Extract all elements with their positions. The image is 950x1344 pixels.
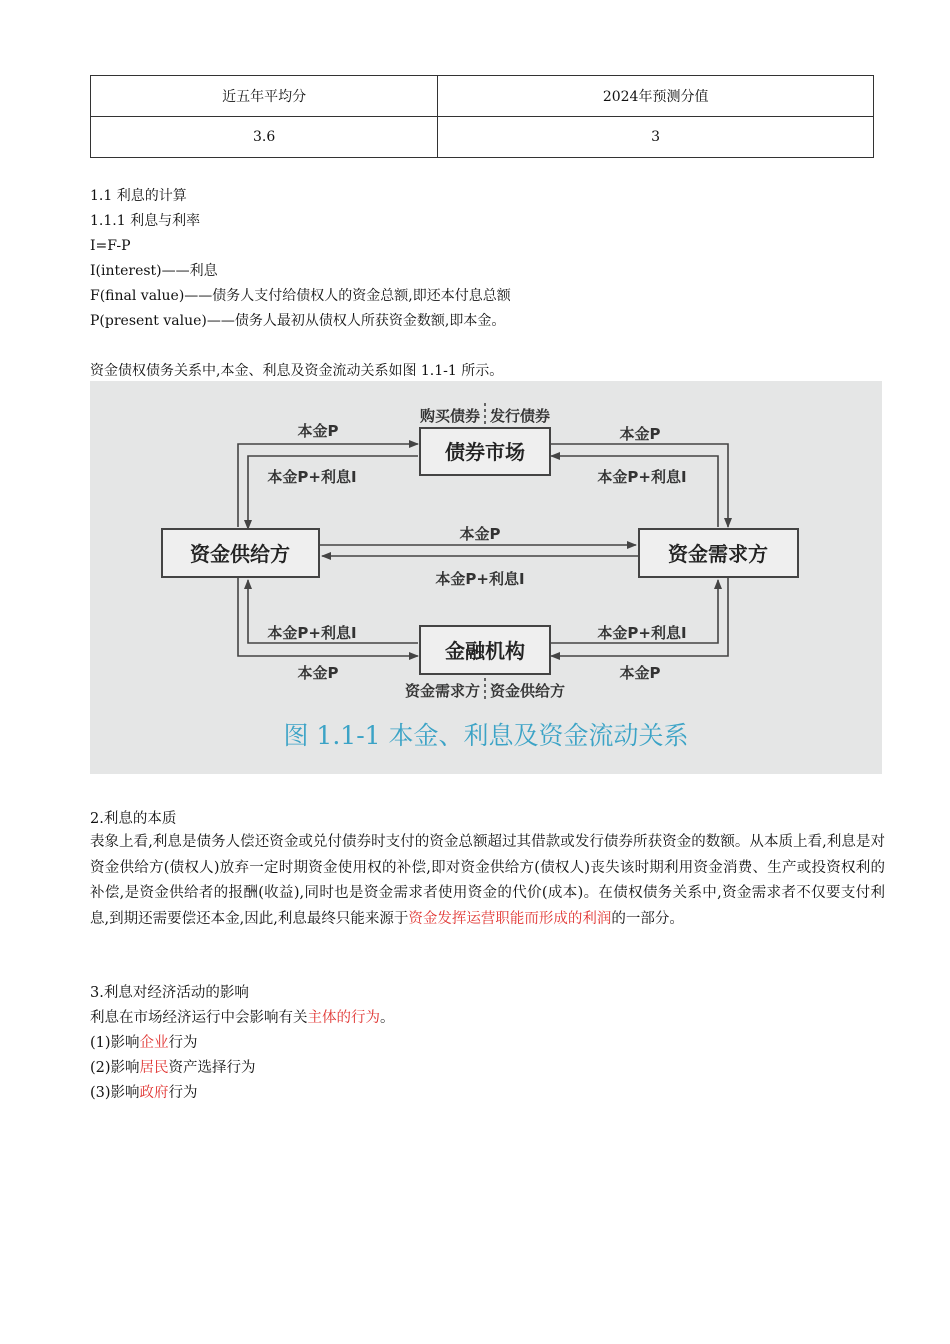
table-header-row [91,76,874,117]
list-item: (1)影响企业行为 [90,1035,198,1051]
definition-i: I(interest)——利息 [90,263,218,279]
table-cell: 3 [438,117,874,158]
formula: I=F-P [90,238,131,254]
arrow-demander-to-institution [551,578,728,656]
list-item: (2)影响居民资产选择行为 [90,1060,256,1076]
table-header-cell: 近五年平均分 [91,76,438,117]
flow-figure [90,381,882,774]
highlight-text: 主体的行为 [307,1010,380,1026]
highlight-text: 企业 [139,1035,169,1051]
box-market [420,428,550,475]
highlight-text: 居民 [139,1060,169,1076]
label-principal-bottom-right: 本金P [619,664,661,682]
svg-text:资金供给方: 资金供给方 [190,542,290,566]
definition-f: F(final value)——债务人支付给债权人的资金总额,即还本付息总额 [90,288,511,304]
label-issue-bond: 发行债券 [490,407,551,425]
label-pi-middle: 本金P+利息I [435,570,525,588]
table-row [91,117,874,158]
arrow-demander-to-market [551,456,718,527]
svg-text:资金需求方: 资金需求方 [668,542,768,566]
flow-diagram [90,381,882,774]
section-heading-1-1: 1.1 利息的计算 [90,188,187,204]
label-inst-demander: 资金需求方 [404,682,480,700]
svg-text:债券市场: 债券市场 [445,440,525,464]
arrow-market-to-supplier [248,456,418,529]
label-principal-top-left: 本金P [297,422,339,440]
section-heading-2: 2.利息的本质 [90,811,177,827]
arrow-supplier-to-institution [238,578,418,656]
table-cell: 3.6 [91,117,438,158]
sub-heading-1-1-1: 1.1.1 利息与利率 [90,213,201,229]
label-pi-bottom-left: 本金P+利息I [267,624,357,642]
figure-caption: 图 1.1-1 本金、利息及资金流动关系 [283,721,689,750]
box-supplier [162,529,319,577]
label-principal-bottom-left: 本金P [297,664,339,682]
table-header-cell: 2024年预测分值 [438,76,874,117]
svg-text:金融机构: 金融机构 [445,639,525,663]
label-inst-supplier: 资金供给方 [490,682,566,700]
section-2-paragraph [90,830,885,932]
label-pi-top-left: 本金P+利息I [267,468,357,486]
section-3-intro: 利息在市场经济运行中会影响有关主体的行为。 [90,1010,395,1026]
box-demander [639,529,798,577]
label-principal-top-right: 本金P [619,425,661,443]
score-table [90,75,874,158]
label-pi-top-right: 本金P+利息I [597,468,687,486]
list-item: (3)影响政府行为 [90,1085,198,1101]
label-principal-middle: 本金P [459,525,501,543]
section-heading-3: 3.利息对经济活动的影响 [90,985,249,1001]
label-pi-bottom-right: 本金P+利息I [597,624,687,642]
label-buy-bond: 购买债券 [419,407,480,425]
highlight-text: 政府 [139,1085,169,1101]
paragraph-text: 的一部分。 [611,910,684,927]
box-institution [420,626,550,674]
paragraph-text: 表象上看,利息是债务人偿还资金或兑付债券时支付的资金总额超过其借款或发行债券所获资金的数额。从本质上看,利息是对资金供给方(债权人)放弃一定时期资金使用权的补偿,即对资金供给方(债权人)丧失该时期利用资金消费、生产或投资权利的补偿,是资金供给者的报酬(收益),同时也是资金需求者使用资金的代价(成本)。在债权债务关系中,资金需求者不仅要支付利息,到期还需要偿还本金,因此,利息最终只能来源于 [90,834,885,927]
highlight-text: 资金发挥运营职能而形成的利润 [408,910,612,927]
definition-p: P(present value)——债务人最初从债权人所获资金数额,即本金。 [90,313,506,329]
figure-intro: 资金债权债务关系中,本金、利息及资金流动关系如图 1.1-1 所示。 [90,363,504,379]
